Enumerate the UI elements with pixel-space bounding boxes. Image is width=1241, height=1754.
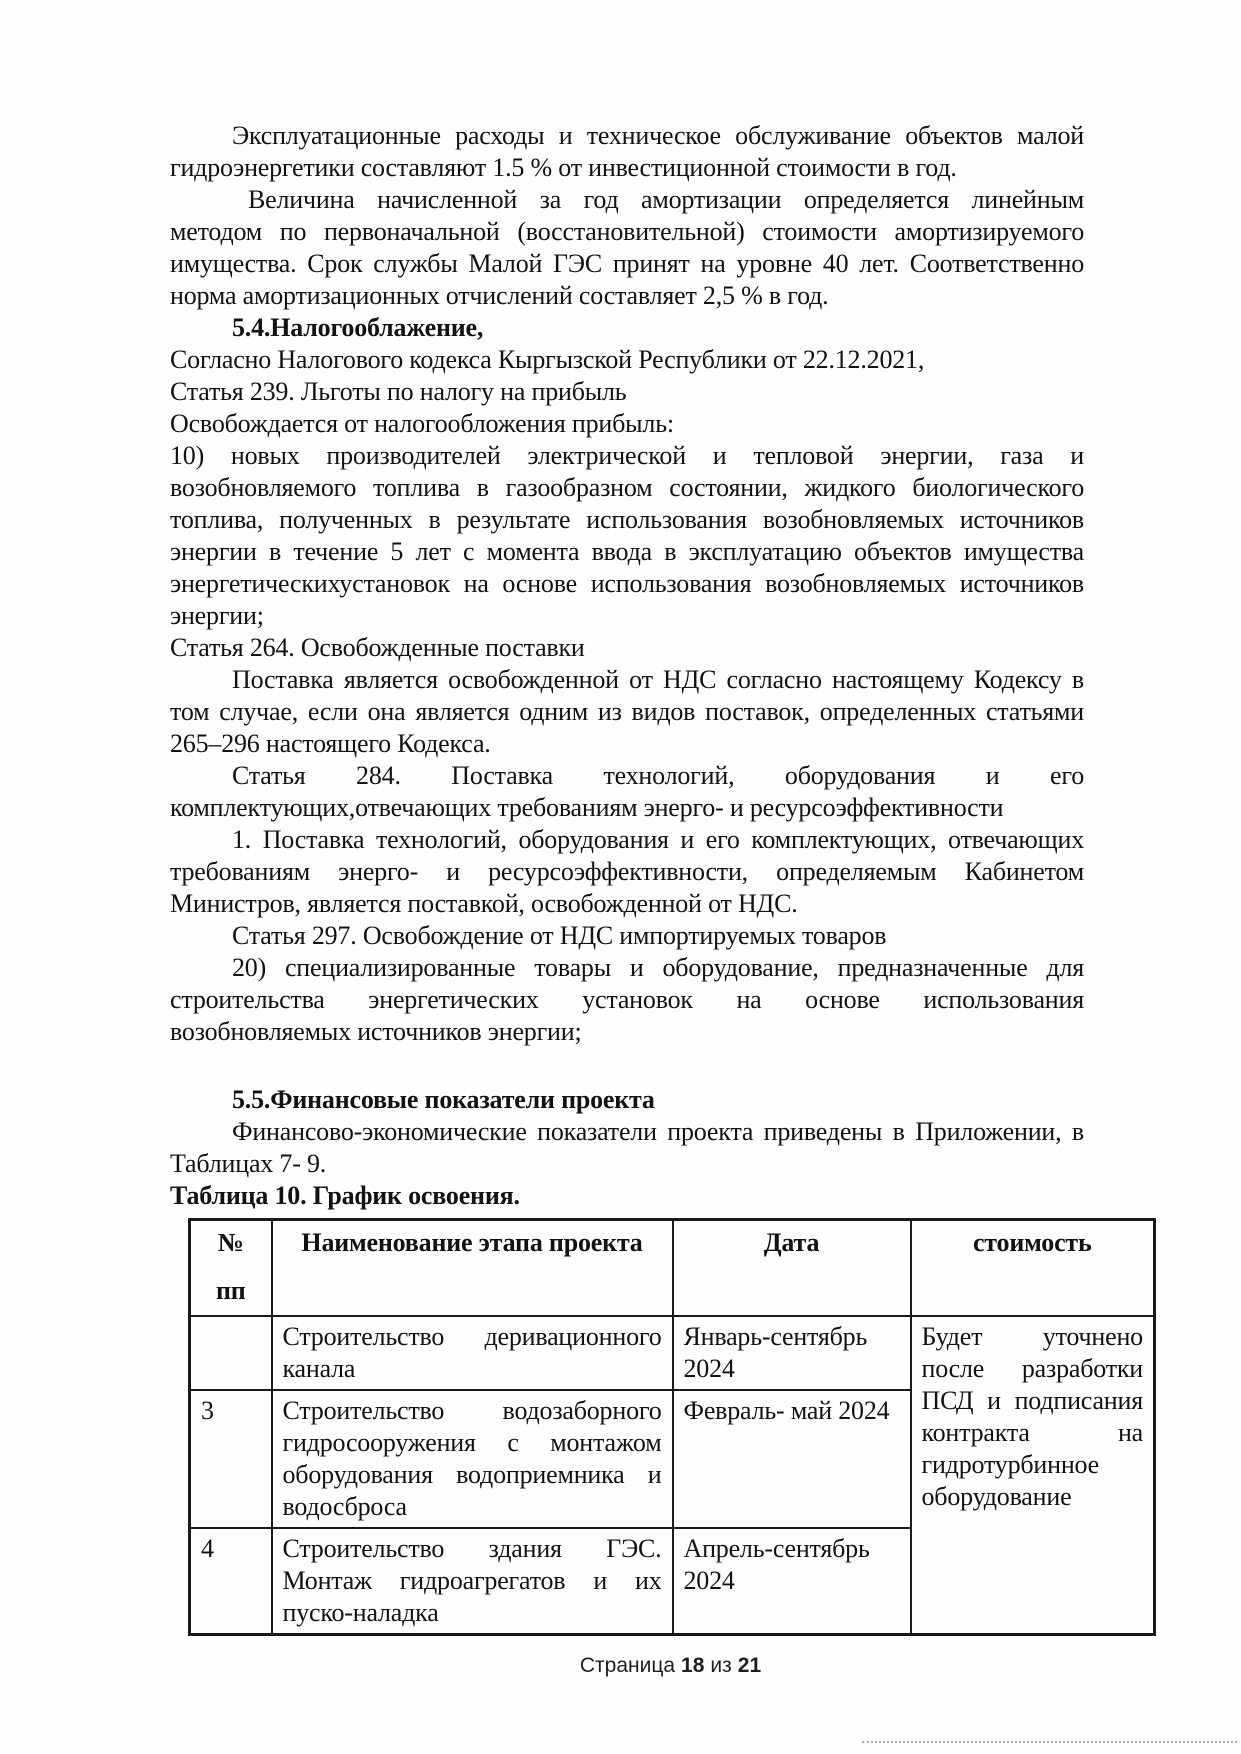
footer-page-number: 18 [681, 1653, 705, 1677]
cell-number: 4 [190, 1528, 272, 1635]
footer-total-pages: 21 [737, 1653, 762, 1677]
col-header-number-line1: № [217, 1228, 244, 1257]
paragraph-item-20: 20) специализированные товары и оборудование, предназначенные для строительства энергетических установок на основе использования возобновляемых источников энергии; [170, 953, 1084, 1046]
cell-date: Апрель-сентябрь 2024 [673, 1528, 911, 1635]
document-body [170, 120, 1143, 1682]
cell-cost-merged: Будет уточнено после разработки ПСД и подписания контракта на гидротурбинное оборудование [911, 1316, 1155, 1635]
page-footer [188, 1650, 1153, 1682]
cell-date: Февраль- май 2024 [673, 1390, 911, 1528]
col-header-stage: Наименование этапа проекта [272, 1220, 673, 1316]
development-schedule-table [188, 1218, 1156, 1636]
cell-stage: Строительство деривационного канала [272, 1316, 673, 1390]
footer-prefix: Страница [579, 1653, 676, 1677]
table-caption: Таблица 10. График освоения. [170, 1181, 520, 1210]
cell-number [190, 1316, 272, 1390]
cell-date: Январь-сентябрь 2024 [673, 1316, 911, 1390]
col-header-number [190, 1220, 272, 1316]
paragraph-item-10: 10) новых производителей электрической и тепловой энергии, газа и возобновляемого топлива в газообразном состоянии, жидкого биологического топлива, полученных в результате использования возобновляемых источников энергии в течение 5 лет с момента ввода в эксплуатацию объектов имущества энергетическихустановок на основе использования возобновляемых источников энергии; [170, 441, 1084, 630]
footer-of-label: из [710, 1653, 732, 1677]
paragraph-item-1: 1. Поставка технологий, оборудования и его комплектующих, отвечающих требованиям энерго- и ресурсоэффективности, определяемым Кабинетом Министров, является поставкой, освобожденной от НДС. [170, 825, 1084, 918]
line-article-297: Статья 297. Освобождение от НДС импортируемых товаров [232, 921, 887, 950]
cell-number: 3 [190, 1390, 272, 1528]
col-header-cost: стоимость [911, 1220, 1155, 1316]
line-tax-code-reference: Согласно Налогового кодекса Кыргызской Республики от 22.12.2021, [170, 345, 925, 374]
paragraph-vat-exempt-supply: Поставка является освобожденной от НДС согласно настоящему Кодексу в том случае, если она является одним из видов поставок, определенных статьями 265–296 настоящего Кодекса. [170, 665, 1084, 758]
cell-stage: Строительство здания ГЭС. Монтаж гидроагрегатов и их пуско-наладка [272, 1528, 673, 1635]
cell-stage: Строительство водозаборного гидросооружения с монтажом оборудования водоприемника и водосброса [272, 1390, 673, 1528]
col-header-date: Дата [673, 1220, 911, 1316]
paragraph-financial-indicators: Финансово-экономические показатели проекта приведены в Приложении, в Таблицах 7- 9. [170, 1117, 1084, 1178]
paragraph-operating-costs: Эксплуатационные расходы и техническое обслуживание объектов малой гидроэнергетики составляют 1.5 % от инвестиционной стоимости в год. [170, 121, 1084, 182]
paragraph-amortization: Величина начисленной за год амортизации определяется линейным методом по первоначальной (восстановительной) стоимости амортизируемого имущества. Срок службы Малой ГЭС принят на уровне 40 лет. Соответственно норма амортизационных отчислений составляет 2,5 % в год. [170, 185, 1084, 310]
line-exemption-intro: Освобождается от налогообложения прибыль: [170, 409, 674, 438]
section-spacer [170, 1048, 1084, 1084]
heading-5-4-taxation: 5.4.Налогооблажение, [232, 313, 484, 342]
line-article-264: Статья 264. Освобожденные поставки [170, 633, 585, 662]
paragraph-article-284: Статья 284. Поставка технологий, оборудования и его комплектующих,отвечающих требованиям энерго- и ресурсоэффективности [170, 761, 1084, 822]
heading-5-5-financial: 5.5.Финансовые показатели проекта [232, 1085, 655, 1114]
col-header-number-line2: пп [215, 1276, 246, 1305]
scan-artifact-line [862, 1741, 1237, 1743]
table-row [190, 1316, 1155, 1390]
line-article-239: Статья 239. Льготы по налогу на прибыль [170, 377, 627, 406]
table-header-row [190, 1220, 1155, 1316]
